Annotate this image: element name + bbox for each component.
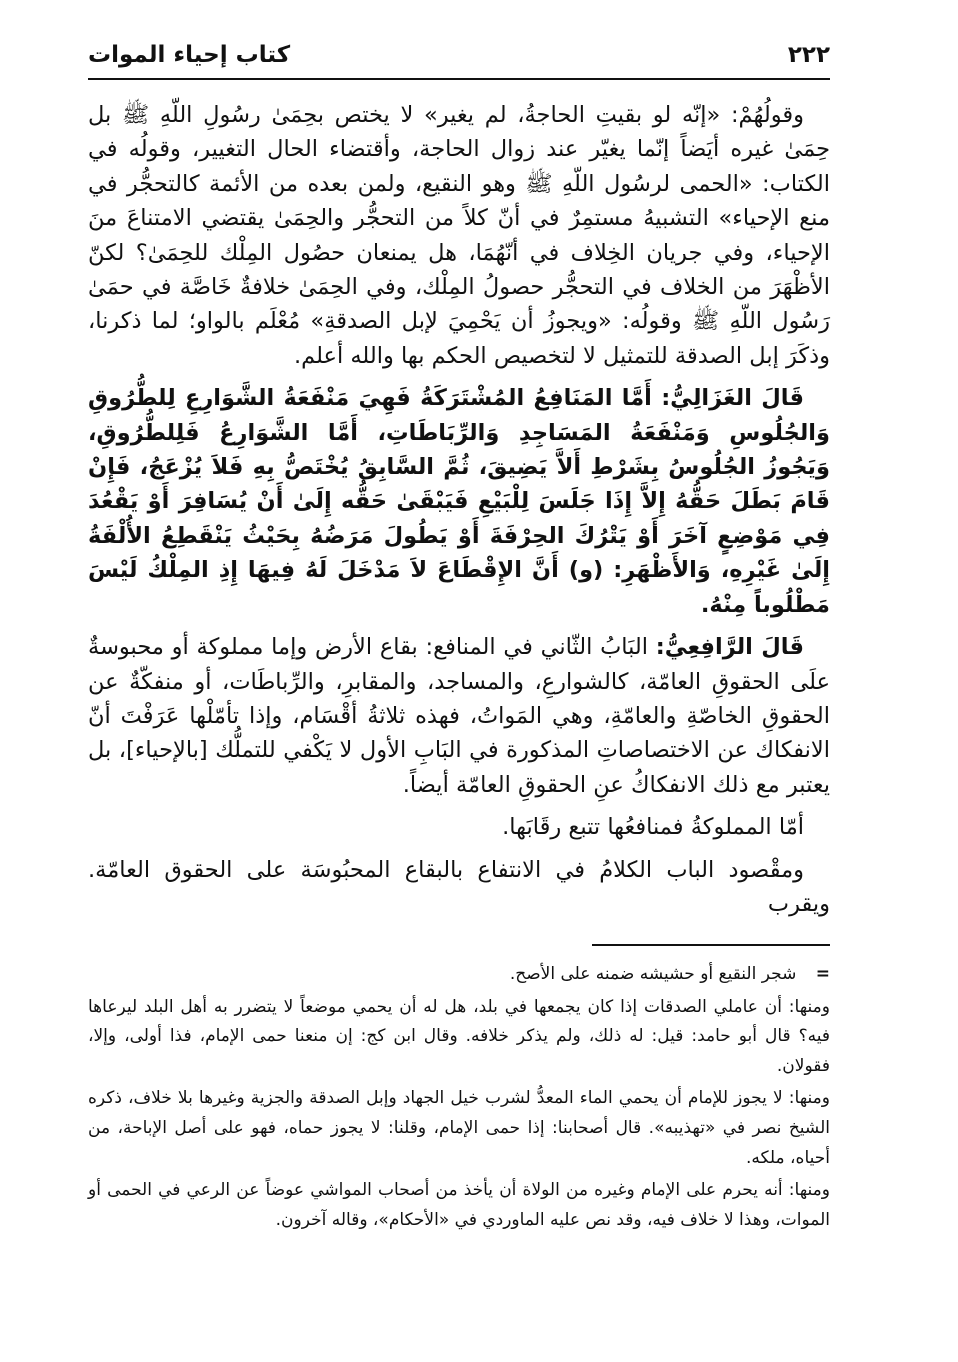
ghazali-text: أَمَّا المَنَافِعُ المُشْتَرَكَةُ فَهِيَ مَنْفَعَةُ الشَّوَارِعِ لِلطُّرُوقِ وَالجُلُوسِ وَمَنْفَعَةُ المَسَاجِدِ وَالرِّبَاطَاتِ، أَمَّا الشَّوَارِعُ فَلِلطُّرُوقِ، وَيَجُوزُ الجُلُوسُ بِشَرْطِ أَلاَّ يَضِيقَ، ثُمَّ السَّابِقُ يُخْتَصُّ بِهِ فَلاَ يُزْعَجُ، فَإِنْ قَامَ بَطَلَ حَقُّهُ إِلاَّ إِذَا جَلَسَ لِلْبَيْعِ فَيَبْقَىٰ حَقُّه إِلَىٰ أَنْ يُسَافِرَ أَوْ يَقْعُدَ فِي مَوْضِعٍ آخَرَ أَوْ يَتْرُكَ الحِرْفَةَ أَوْ يَطُولَ مَرَضُهُ بِحَيْثُ يَنْقَطِعُ الأُلْفَةُ إِلَىٰ غَيْرِهِ، وَالأَظْهَرِ: (و) أَنَّ الإِقْطَاعَ لاَ مَدْخَلَ لَهُ فِيهَا إِذِ المِلْكُ لَيْسَ مَطْلُوباً مِنْهُ. bbox=[88, 385, 830, 618]
footnotes-section bbox=[88, 944, 830, 1238]
chapter-purpose-paragraph: ومقْصود الباب الكلامُ في الانتفاع بالبقاع المحبُوسَة على الحقوق العامّة. ويقرب bbox=[88, 856, 830, 917]
rafii-text: البَابُ الثّاني في المنافع: بقاع الأرض وإما مملوكة أو محبوسةٌ علَى الحقوقِ العامّة، كالشوارعِ، والمساجد، والمقابرِ، والرِّباطَات، أو منفكّةٌ عن الحقوقِ الخاصّةِ والعامّةِ، وهي المَواتُ، فهذه ثلاثةُ أقْسَام، وإذا تأمّلْها عَرَفْتَ أنّ الانفكاك عن الاختصاصاتِ المذكورة في البَابِ الأول لا يَكْفي للتملُّك [بالإحياء]، بل يعتبر مع ذلك الانفكاكُ عنِ الحقوقِ العامّة أيضاً. bbox=[88, 634, 830, 798]
footnote-item bbox=[88, 960, 830, 990]
book-page bbox=[88, 38, 830, 1328]
main-text bbox=[88, 98, 830, 921]
ghazali-paragraph bbox=[88, 381, 830, 622]
running-header bbox=[88, 38, 830, 80]
ghazali-speaker-label: قَالَ الغَزَالِيُّ: bbox=[661, 385, 804, 412]
footnote-item: ومنها: أنه يحرم على الإمام وغيره من الولاة أن يأخذ من أصحاب المواشي عوضاً عن الرعي في الحمى أو الموات، وهذا لا خلاف فيه، وقد نص عليه الماوردي في «الأحكام»، وقاله آخرون. bbox=[88, 1180, 830, 1230]
commentary-paragraph: وقولُهُمْ: «إنّه لو بقيتِ الحاجةُ، لم يغير» لا يختص بحِمَىٰ رسُولِ اللّهِ ﷺ بل حِمَىٰ غيره أيَضاً إنّما يغيّر عند زوال الحاجة، وأقتضاء الحال التغيير، وقولُه في الكتاب: «الحمى لرسُول اللّهِ ﷺ وهو النقيع، ولمن بعده من الأئمة كالتحجُّر في منع الإحياء» التشبيهُ مستمِرٌ في أنّ كلاً من التحجُّر والحِمَىٰ يقتضي الامتناعَ منَ الإحياء، وفي جريان الخِلاف في أنّهُمَا، هل يمنعان حصُول المِلْك للحِمَىٰ؟ لكنّ الأظْهَرَ من الخلاف في التحجُّر حصولُ المِلْك، وفي الحِمَىٰ خلافةٌ خَاصَّة في حمَىٰ رَسُول اللّهِ ﷺ وقولُه: «ويجوزُ أن يَحْمِيَ لإبل الصدقةِ» مُعْلَم بالواو؛ لما ذكرنا، وذكَرَ إبل الصدقة للتمثيل لا لتخصيص الحكم بها والله أعلم. bbox=[88, 102, 830, 369]
footnote-item-text: شجر النقيع أو حشيشه ضمنه على الأصح. bbox=[509, 964, 797, 984]
footnote-text bbox=[88, 960, 830, 1235]
rafii-speaker-label: قَالَ الرَّافِعِيُّ: bbox=[655, 634, 804, 661]
book-title: كتاب إحياء الموات bbox=[88, 42, 291, 68]
footnote-item: ومنها: لا يجوز للإمام أن يحمي الماء المعدُّ لشرب خيل الجهاد وإبل الصدقة والجزية وغيرها بلا خلاف، ذكره الشيخ نصر في «تهذيبه». قال أصحابنا: إذا حمى الإمام، وقلنا: لا يجوز حماه، فهو على أصل الإباحة، من أحياه، ملكه. bbox=[88, 1088, 830, 1168]
page-number: ٢٢٢ bbox=[787, 42, 830, 68]
footnote-item: ومنها: أن عاملي الصدقات إذا كان يجمعها في بلد، هل له أن يحمي موضعاً لا يتضرر به أهل البلد ليرعاها فيه؟ قال أبو حامد: قيل: له ذلك، ولم يذكر خلافه. وقال ابن كج: إن منعنا حمى الإمام، فذا أولى، وإلا، فقولان. bbox=[88, 996, 830, 1076]
footnote-divider bbox=[592, 944, 830, 946]
continuation-mark: = bbox=[815, 964, 830, 984]
owned-land-paragraph: أمّا المملوكةُ فمنافعُها تتبع رقَابَها. bbox=[502, 814, 804, 841]
rafii-paragraph bbox=[88, 630, 830, 802]
